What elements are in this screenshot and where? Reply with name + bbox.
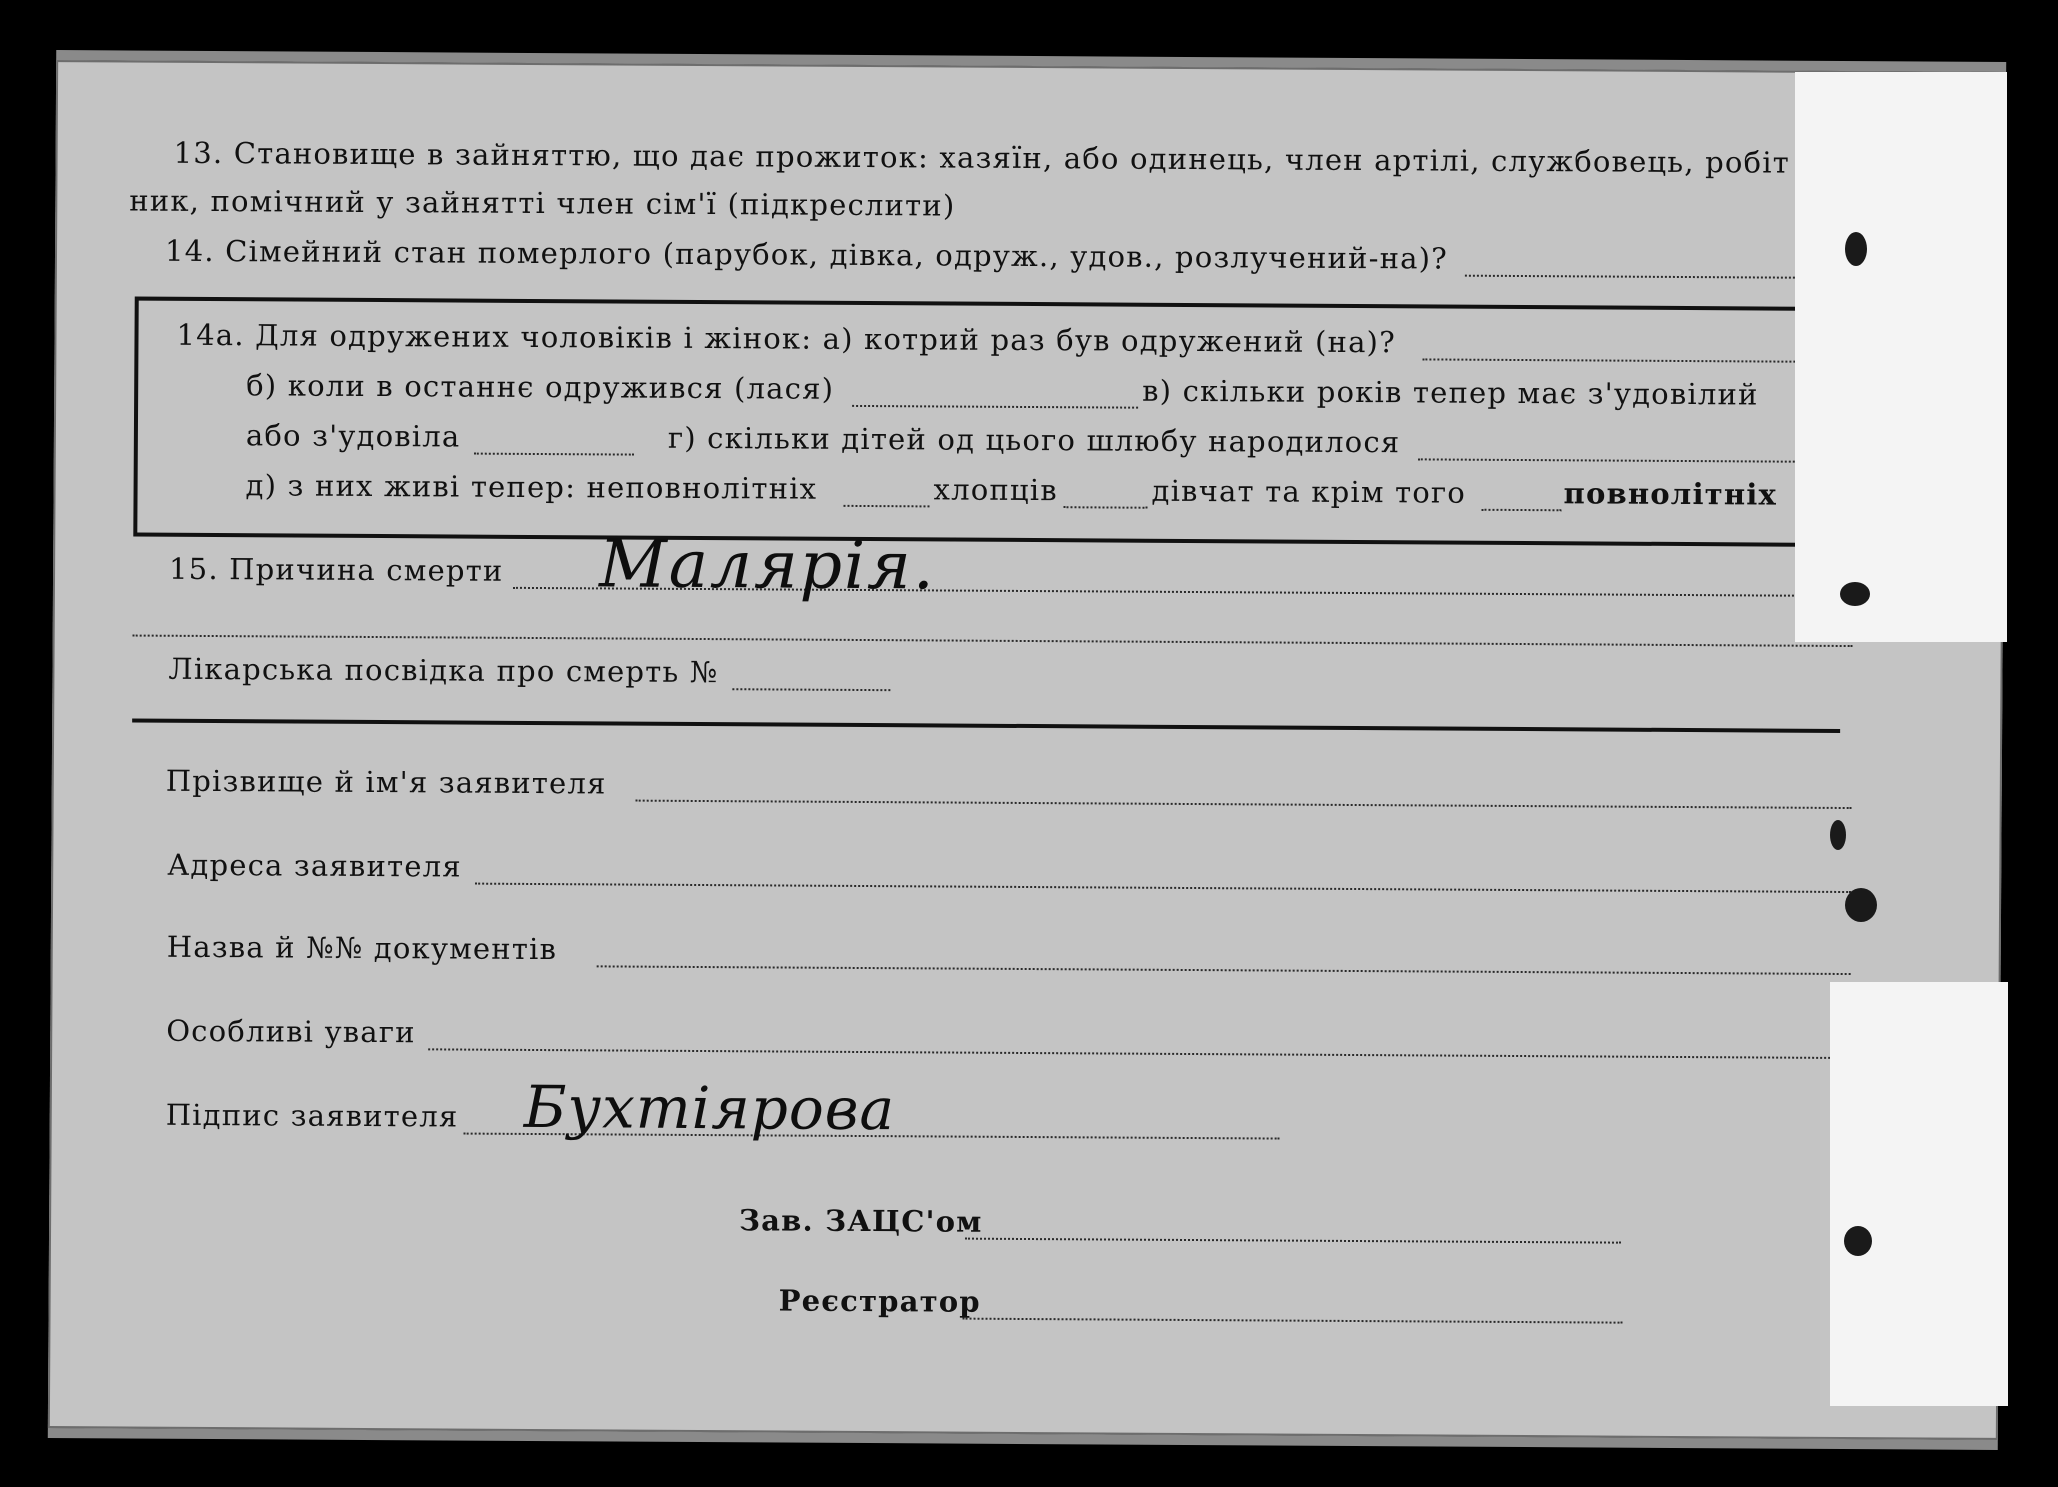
paper-repair-patch-top: [1795, 72, 2007, 642]
q14a-abo-label: або з'удовіла: [245, 418, 461, 454]
q14-label: 14. Сімейний стан померлого (парубок, дівка, одруж., удов., розлучений-на)?: [164, 233, 1449, 276]
documents-label: Назва й №№ документів: [166, 929, 558, 967]
q14a-v-label: в) скільки років тепер має з'удовілий: [1142, 373, 1759, 412]
binding-hole-1: [1845, 232, 1867, 266]
q15-handwritten-answer: Малярія.: [598, 525, 937, 605]
applicant-name-label: Прізвище й ім'я заявителя: [165, 763, 607, 801]
documents-line: [597, 965, 1851, 975]
q14a-b-label: б) коли в останнє одружився (лася): [246, 368, 835, 406]
applicant-name-line: [636, 800, 1852, 809]
registrar-label: Реєстратор: [778, 1283, 981, 1319]
q15-second-line: [133, 635, 1853, 648]
document-sheet: [48, 60, 2006, 1440]
q15-label: 15. Причина смерти: [168, 551, 504, 588]
registrar-line: [963, 1318, 1623, 1324]
medical-certificate-label: Лікарська посвідка про смерть №: [168, 651, 719, 690]
paper-repair-patch-bottom: [1830, 982, 2008, 1406]
q13-line2: ник, помічний у зайнятті член сім'ї (підкреслити): [129, 183, 956, 223]
q13-line1: 13. Становище в зайняттю, що дає прожиток: хазяїн, або одинець, член артілі, службовець, робіт: [173, 135, 1791, 180]
applicant-address-line: [475, 883, 1851, 893]
binding-hole-2: [1840, 582, 1870, 606]
q14a-line1: 14а. Для одружених чоловіків і жінок: а) котрий раз був одружений (на)?: [176, 317, 1396, 360]
section-divider: [132, 719, 1840, 733]
notes-label: Особливі уваги: [166, 1013, 416, 1050]
bottom-page-edge: [48, 1428, 1998, 1450]
q14a-boys-label: хлопців: [933, 472, 1058, 508]
q14a-adults-label: повнолітніх: [1563, 476, 1778, 512]
binding-hole-3: [1830, 820, 1846, 850]
head-zags-label: Зав. ЗАЦС'ом: [739, 1203, 983, 1239]
q14a-girls-label: дівчат та крім того: [1151, 473, 1467, 510]
signature-label: Підпис заявителя: [165, 1097, 459, 1134]
binding-hole-4: [1845, 888, 1877, 922]
q14a-d-label: д) з них живі тепер: неповнолітніх: [245, 468, 818, 506]
q14a-g-label: г) скільки дітей од цього шлюбу народилося: [667, 420, 1401, 460]
applicant-address-label: Адреса заявителя: [167, 847, 462, 884]
top-page-edge: [56, 50, 2006, 72]
applicant-signature: Бухтіярова: [523, 1072, 896, 1144]
notes-line: [428, 1048, 1850, 1059]
binding-hole-5: [1844, 1226, 1872, 1256]
medical-certificate-number-line: [732, 688, 890, 691]
head-zags-line: [965, 1238, 1621, 1244]
